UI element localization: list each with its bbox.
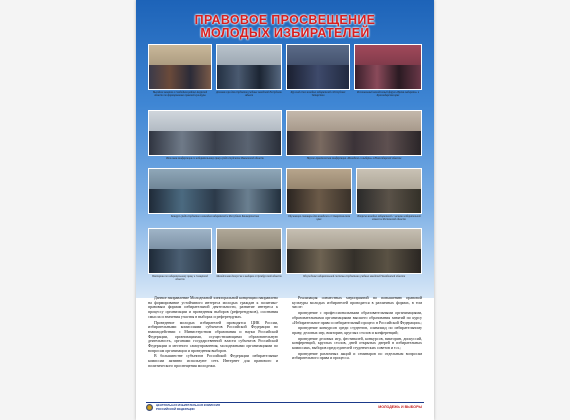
poster-title-line-1: ПРАВОВОЕ ПРОСВЕЩЕНИЕ: [194, 13, 376, 27]
body-right-paragraph: проведение с профессиональными образовательными организациями, образовательными организациями высшего образования занятий по курсу «Избирательное право и избирательный процесс в Российской Федерации»;: [292, 310, 422, 325]
photo-1: [148, 44, 212, 90]
body-right-paragraph: Реализация совместных мероприятий по повышению правовой культуры молодых избирателей проводится в различных формах, в том числе:: [292, 295, 422, 310]
footer-org-text: [156, 404, 220, 411]
photo-9-caption: Встреча молодых избирателей с членами избирательной комиссии Ростовской области: [357, 215, 421, 222]
photo-10-caption: Викторина по избирательному праву в Самарской области: [152, 275, 208, 282]
body-right-paragraph: проведение различных акций и семинаров по отдельным вопросам избирательного права и процесса.: [292, 350, 422, 361]
body-right-paragraph: проведение конкурсов среди студентов, олимпиад по избирательному праву, деловых игр, викторин, круглых столов и конференций;: [292, 325, 422, 335]
photo-9: [356, 168, 422, 214]
photo-4: [354, 44, 422, 90]
body-left-paragraph: В большинстве субъектов Российской Федерации избирательные комиссии активно используют сеть Интернет для правового и политического просвещения молодежи.: [148, 353, 278, 368]
photo-5-caption: Итоговая конференция по избирательному праву среди студентов Ивановской области: [166, 157, 264, 160]
photo-8: [286, 168, 352, 214]
photo-12-caption: Обсуждение избирательной системы студентами учебных заведений Челябинской области: [302, 275, 406, 278]
photo-3-caption: Круглый стол молодых избирателей в Республике Татарстан: [290, 91, 346, 98]
body-left-column: [148, 296, 278, 370]
photo-6: [286, 110, 422, 156]
emblem-icon: [146, 404, 153, 411]
footer-series-label: МОЛОДЕЖЬ И ВЫБОРЫ: [378, 405, 422, 409]
photo-2: [216, 44, 282, 90]
photo-6-caption: Научно-практическая конференция «Молодежь и выборы» в Новосибирской области: [306, 157, 402, 160]
footer-org-line-2: РОССИЙСКОЙ ФЕДЕРАЦИИ: [156, 406, 195, 411]
body-left-paragraph: Проведение молодых избирателей проводятся ЦИК России, избирательными комиссиями субъектов Российской Федерации во взаимодействии с Министерством образования и науки Российской Федерации, организациями, осуществляющими образовательную деятельность, органами государственной власти субъектов Российской Федерации и местного самоуправления, молодежными организациями по вопросам организации и проведения выборов.: [148, 319, 278, 353]
photo-5: [148, 110, 282, 156]
photo-8-caption: Обучающие семинары для молодежи в Ставропольском крае: [288, 215, 350, 222]
photo-4-caption: Региональный молодежный форум «Время выбирать» в Краснодарском крае: [356, 91, 419, 98]
photo-10: [148, 228, 212, 274]
photo-3: [286, 44, 350, 90]
footer-org-line-1: ЦЕНТРАЛЬНАЯ ИЗБИРАТЕЛЬНАЯ КОМИССИЯ: [156, 403, 221, 408]
footer-organization: [146, 404, 236, 411]
photo-11-caption: Молодежная дискуссия о выборах в Оренбургской области: [216, 275, 282, 278]
body-left-paragraph: Данное направление Молодежной электоральной концепции направлено на формирование устойчивого интереса молодых граждан к политико-правовым формам избирательной деятельности, развитие интереса к процессу организации и проведения выборов (референдумов), осознания смысла и значения участия в выборах и референдумах.: [148, 295, 278, 319]
photo-11: [216, 228, 282, 274]
poster: [136, 0, 434, 420]
photo-7: [148, 168, 282, 214]
poster-title: [136, 14, 434, 40]
poster-title-line-2: МОЛОДЫХ ИЗБИРАТЕЛЕЙ: [200, 26, 370, 40]
photo-2-caption: Деловая игра для студентов учебных заведений Республики Адыгея: [216, 91, 282, 98]
photo-1-caption: Выездное занятие в Свободном районе Амурской области по формированию правовой культуры: [152, 91, 208, 98]
photo-7-caption: Конкурс среди студентов и молодых избирателей в Республике Башкортостан: [170, 215, 259, 218]
body-right-column: [292, 296, 422, 362]
photo-12: [286, 228, 422, 274]
body-right-paragraph: проведение деловых игр, фестивалей, конкурсов, викторин, дискуссий, конференций, круглых столов, дней открытых дверей в избирательных комиссиях, выборов председателей студенческих советов и т.п.;: [292, 335, 422, 351]
